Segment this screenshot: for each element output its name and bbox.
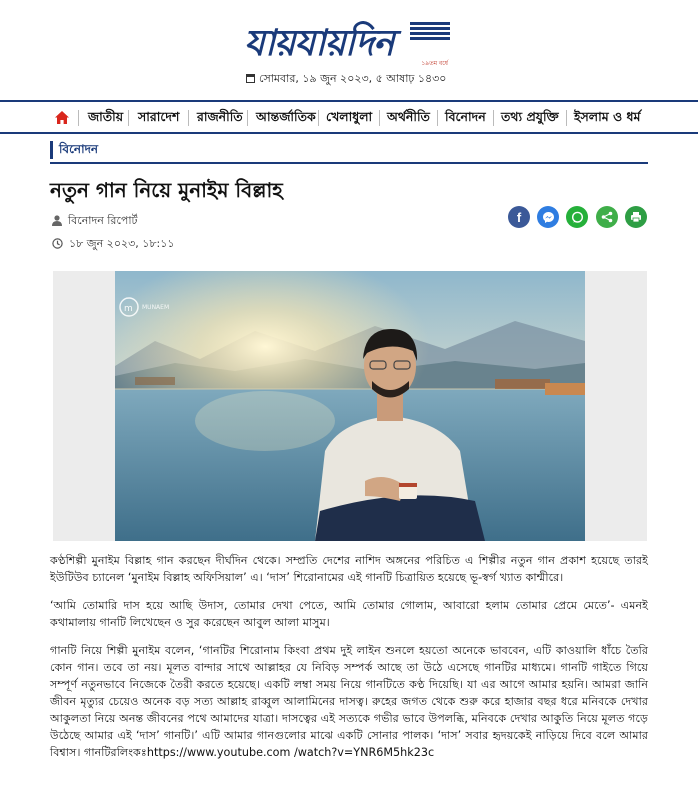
home-icon[interactable]	[54, 110, 70, 125]
messenger-share-button[interactable]	[537, 206, 559, 228]
nav-item-international[interactable]: আন্তর্জাতিক	[256, 109, 316, 124]
logo-stripes	[410, 22, 450, 44]
section-label[interactable]: বিনোদন	[50, 141, 98, 159]
published-time: ১৮ জুন ২০২৩, ১৮:১১	[69, 237, 175, 250]
nav-item-tech[interactable]: তথ্য প্রযুক্তি	[501, 109, 559, 124]
svg-text:m: m	[124, 304, 133, 314]
nav-item-economy[interactable]: অর্থনীতি	[387, 109, 430, 124]
main-nav	[0, 100, 698, 134]
print-icon	[630, 211, 642, 223]
facebook-share-button[interactable]	[508, 206, 530, 228]
messenger-icon	[542, 211, 555, 224]
dateline	[246, 70, 446, 89]
author-line	[52, 212, 138, 231]
share-icon	[601, 211, 613, 223]
current-date: সোমবার, ১৯ জুন ২০২৩, ৫ আষাঢ় ১৪৩০	[259, 72, 447, 85]
calendar-icon	[246, 74, 255, 83]
whatsapp-share-button[interactable]	[566, 206, 588, 228]
user-icon	[52, 215, 62, 226]
author-name: বিনোদন রিপোর্ট	[68, 214, 138, 227]
article-photo[interactable]	[115, 271, 585, 541]
facebook-icon: f	[516, 209, 522, 225]
article-title: নতুন গান নিয়ে মুনাইম বিল্লাহ	[50, 178, 283, 202]
article-paragraph: গানটি নিয়ে শিল্পী মুনাইম বলেন, ‘গানটির শিরোনাম কিংবা প্রথম দুই লাইন শুনলে হয়তো অনেকে ভাববেন, এটি কাওয়ালি ধাঁচে তৈরি কোন গান। তবে তা নয়। মূলত বান্দার সাথে আল্লাহর যে নিবিড় সম্পর্ক আছে তা উঠে এসেছে গানটির মাধ্যমে। গানটি গাইতে গিয়ে সম্পূর্ণ নতুনভাবে নিজেকে তৈরী করতে হয়েছে। একটি লম্বা সময় নিয়ে গানটিতে কণ্ঠ দিয়েছি। যা এর আগে আমার হয়নি। আমরা জানি জীবন মৃত্যুর চেয়েও অনেক বড় সত্য আল্লাহ রাব্বুল আলামিনের দাসত্ব। রুহের জগত থেকে শুরু করে হাজার বছর ধরে মনিবকে দেখার আকুলতা নিয়ে অনন্ত জীবনের পথে আমাদের যাত্রা। দাসত্বের এই সত্যকে গভীর ভাবে উপলব্ধি, মনিবকে দেখার আকুতি নিয়ে মূলত গড়ে উঠেছে আমার এই ‘দাস’ গানটি।’ এটি আমার গানগুলোর মাঝে একটি সোনার পালক। ‘দাস’ সবার হৃদয়কেই নাড়িয়ে দিবে বলে আমার বিশ্বাস। গানটিরলিংকঃhttps://www.youtube.com /watch?v=YNR6M5hk23c	[50, 644, 648, 759]
section-divider	[50, 162, 648, 164]
nav-item-sports[interactable]: খেলাধুলা	[326, 109, 373, 124]
photo-watermark: MUNAEM	[142, 304, 170, 311]
nav-item-politics[interactable]: রাজনীতি	[197, 109, 243, 124]
print-button[interactable]	[625, 206, 647, 228]
clock-icon	[52, 238, 63, 249]
masthead	[0, 0, 698, 100]
article-paragraph: ‘আমি তোমারি দাস হয়ে আছি উদাস, তোমার দেখা পেতে, আমি তোমার গোলাম, আবারো হলাম তোমার প্রেমে মেতে’- এমনই কথামালায় গানটি লিখেছেন ও সুর করেছেন আবুল আলা মাসুম।	[50, 599, 648, 629]
logo-subtitle: ১৯তম বর্ষে	[421, 60, 448, 67]
article-image-frame	[53, 271, 647, 541]
nav-item-religion[interactable]: ইসলাম ও ধর্ম	[574, 109, 641, 124]
nav-item-country[interactable]: সারাদেশ	[138, 109, 180, 124]
logo-text: যায়যায়দিন	[244, 23, 394, 64]
article-paragraph: কণ্ঠশিল্পী মুনাইম বিল্লাহ গান করছেন দীর্ঘদিন থেকে। সম্প্রতি দেশের নাশিদ অঙ্গনের পরিচিত এ শিল্পীর নতুন গান প্রকাশ হয়েছে তারই ইউটিউব চ্যানেল ‘মুনাইম বিল্লাহ অফিসিয়াল’ এ। ‘দাস’ শিরোনামের এই গানটি চিত্রায়িত হয়েছে ভূ-স্বর্গ খ্যাত কাশ্মীরে।	[50, 554, 648, 584]
site-logo[interactable]	[244, 14, 450, 70]
published-line	[52, 235, 175, 254]
share-button[interactable]	[596, 206, 618, 228]
whatsapp-icon	[571, 211, 584, 224]
nav-item-entertainment[interactable]: বিনোদন	[445, 109, 486, 124]
nav-item-national[interactable]: জাতীয়	[88, 109, 124, 124]
